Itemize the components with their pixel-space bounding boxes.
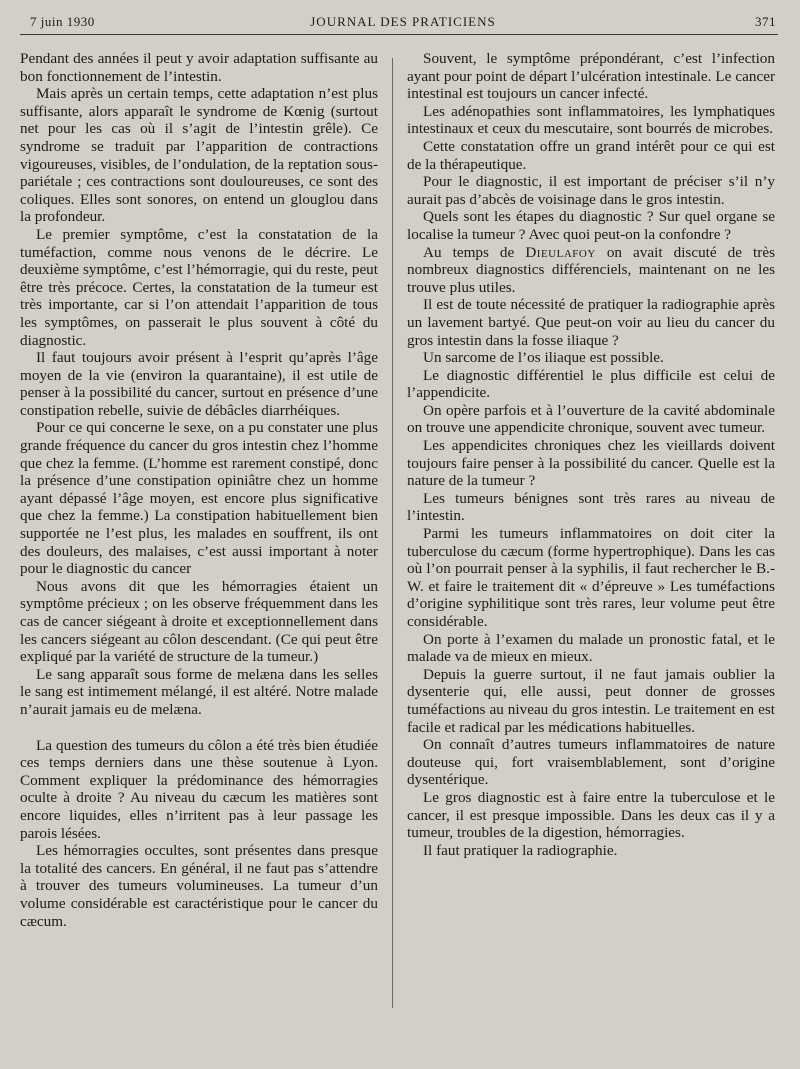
- paragraph: Le diagnostic différentiel le plus difficile est celui de l’appendicite.: [407, 366, 775, 402]
- right-column: [407, 50, 775, 859]
- paragraph: Pour le diagnostic, il est important de préciser s’il n’y aurait pas d’abcès de voisinage dans le gros intestin.: [407, 173, 775, 208]
- paragraph: Nous avons dit que les hémorragies étaient un symptôme précieux ; on les observe fréquemment dans les cas de cancer siégeant à droite et exceptionnellement dans les cancers siégeant au côlon descendant. (Ce qui peut être expliqué par la variété de structure de la tumeur.): [20, 577, 378, 666]
- paragraph: Il faut pratiquer la radiographie.: [423, 841, 618, 859]
- paragraph: On opère parfois et à l’ouverture de la cavité abdominale on trouve une appendicite chronique, souvent avec tumeur.: [407, 401, 775, 437]
- paragraph: Les appendicites chroniques chez les vieillards doivent toujours faire penser à la possibilité du cancer. Quelle est la nature de la tumeur ?: [407, 437, 775, 490]
- paragraph: On porte à l’examen du malade un pronostic fatal, et le malade va de mieux en mieux.: [407, 630, 775, 666]
- paragraph: Depuis la guerre surtout, il ne faut jamais oublier la dysenterie qui, elle aussi, peut donner de grosses tuméfactions au niveau du gros intestin. Le traitement en est facile et radical par les médications habituelles.: [407, 665, 775, 736]
- text-run: on avait discuté de très nombreux diagnostics différenciels, maintenant on ne les trouve plus utiles.: [407, 243, 775, 296]
- paragraph: Le sang apparaît sous forme de melæna dans les selles le sang est intimement mélangé, il est altéré. Notre malade n’aurait jamais eu de melæna.: [20, 665, 378, 718]
- paragraph: Mais après un certain temps, cette adaptation n’est plus suffisante, alors apparaît le syndrome de Kœnig (surtout net pour les cas où il s’agit de l’intestin grêle). Ce syndrome se traduit par l’apparition de contractions vigoureuses, visibles, de l’ondulation, de la reptation sous-pariétale ; ces contractions sont douloureuses, ce sont des coliques. Elles sont sonores, on entend un glouglou dans la profondeur.: [20, 85, 378, 226]
- issue-date: 7 juin 1930: [30, 14, 95, 29]
- paragraph: Un sarcome de l’os iliaque est possible.: [423, 349, 664, 367]
- paragraph: Le premier symptôme, c’est la constatation de la tuméfaction, comme nous venons de le décrire. Le deuxième symptôme, c’est l’hémorragie, qui du reste, peut être très précoce. Certes, la constatation de la tumeur est très importante, car si l’on attendait l’apparition de tous les symptômes, on passerait le plus souvent à côté du diagnostic.: [20, 225, 378, 349]
- paragraph: Le gros diagnostic est à faire entre la tuberculose et le cancer, il est presque impossible. Dans les deux cas il y a tumeur, troubles de la digestion, hémorragies.: [407, 788, 775, 842]
- paragraph: Quels sont les étapes du diagnostic ? Sur quel organe se localise la tumeur ? Avec quoi peut-on la confondre ?: [407, 208, 775, 243]
- journal-title: JOURNAL DES PRATICIENS: [310, 14, 496, 29]
- paragraph: Souvent, le symptôme prépondérant, c’est l’infection ayant pour point de départ l’ulcération intestinale. Le cancer intestinal est toujours un cancer infecté.: [407, 50, 775, 103]
- running-header: [30, 12, 776, 34]
- paragraph: Pendant des années il peut y avoir adaptation suffisante au bon fonctionnement de l’intestin.: [20, 50, 378, 85]
- paragraph: Les hémorragies occultes, sont présentes dans presque la totalité des cancers. En général, il ne faut pas s’attendre à trouver des tumeurs volumineuses. La tumeur d’un volume considérable est caractéristique pour le cancer du cæcum.: [20, 842, 378, 930]
- page-number: 371: [755, 14, 776, 29]
- column-divider: [392, 58, 393, 1008]
- paragraph: On connaît d’autres tumeurs inflammatoires de nature douteuse qui, fort vraisemblablement, sont d’origine dysentérique.: [407, 736, 775, 789]
- header-rule: [20, 34, 778, 35]
- paragraph: Les tumeurs bénignes sont très rares au niveau de l’intestin.: [407, 489, 775, 525]
- paragraph: Cette constatation offre un grand intérêt pour ce qui est de la thérapeutique.: [407, 137, 775, 173]
- paragraph: Pour ce qui concerne le sexe, on a pu constater une plus grande fréquence du cancer du gros intestin chez l’homme que chez la femme. (L’homme est rarement constipé, donc la présence d’une constipation opiniâtre chez un homme ayant dépassé l’âge moyen, est encore plus significative que chez la femme.) La constipation habituellement bien supportée ne l’est plus, les malades en souffrent, ils ont des douleurs, des malaises, c’est aussi important à noter pour le diagnostic du cancer: [20, 419, 378, 578]
- paragraph: La question des tumeurs du côlon a été très bien étudiée ces temps derniers dans une thèse soutenue à Lyon. Comment expliquer la prédominance des hémorragies oculte à droite ? Au niveau du cæcum les matières sont encore liquides, elles n’irritent pas à leur passage les parois lésées.: [20, 736, 378, 842]
- left-column: [20, 50, 378, 930]
- paragraph: Les adénopathies sont inflammatoires, les lymphatiques intestinaux et ceux du mescutaire, sont bourrés de microbes.: [407, 102, 775, 138]
- paragraph: [407, 244, 775, 297]
- text-run: Au temps de: [423, 243, 526, 261]
- author-name: Dieulafoy: [525, 243, 596, 261]
- paragraph: Parmi les tumeurs inflammatoires on doit citer la tuberculose du cæcum (forme hypertrophique). Dans les cas où l’on pourrait penser à la syphilis, il faut rechercher le B.-W. et faire le traitement dit « d’épreuve » Les tuméfactions d’origine syphilitique sont très rares, leur volume peut être considérable.: [407, 525, 775, 630]
- paragraph: Il est de toute nécessité de pratiquer la radiographie après un lavement bartyé. Que peut-on voir au lieu du cancer du gros intestin dans la fosse iliaque ?: [407, 296, 775, 349]
- paragraph: Il faut toujours avoir présent à l’esprit qu’après l’âge moyen de la vie (environ la quarantaine), il est utile de penser à la possibilité du cancer, surtout en présence d’une constipation rebelle, suivie de débâcles diarrhéiques.: [20, 349, 378, 419]
